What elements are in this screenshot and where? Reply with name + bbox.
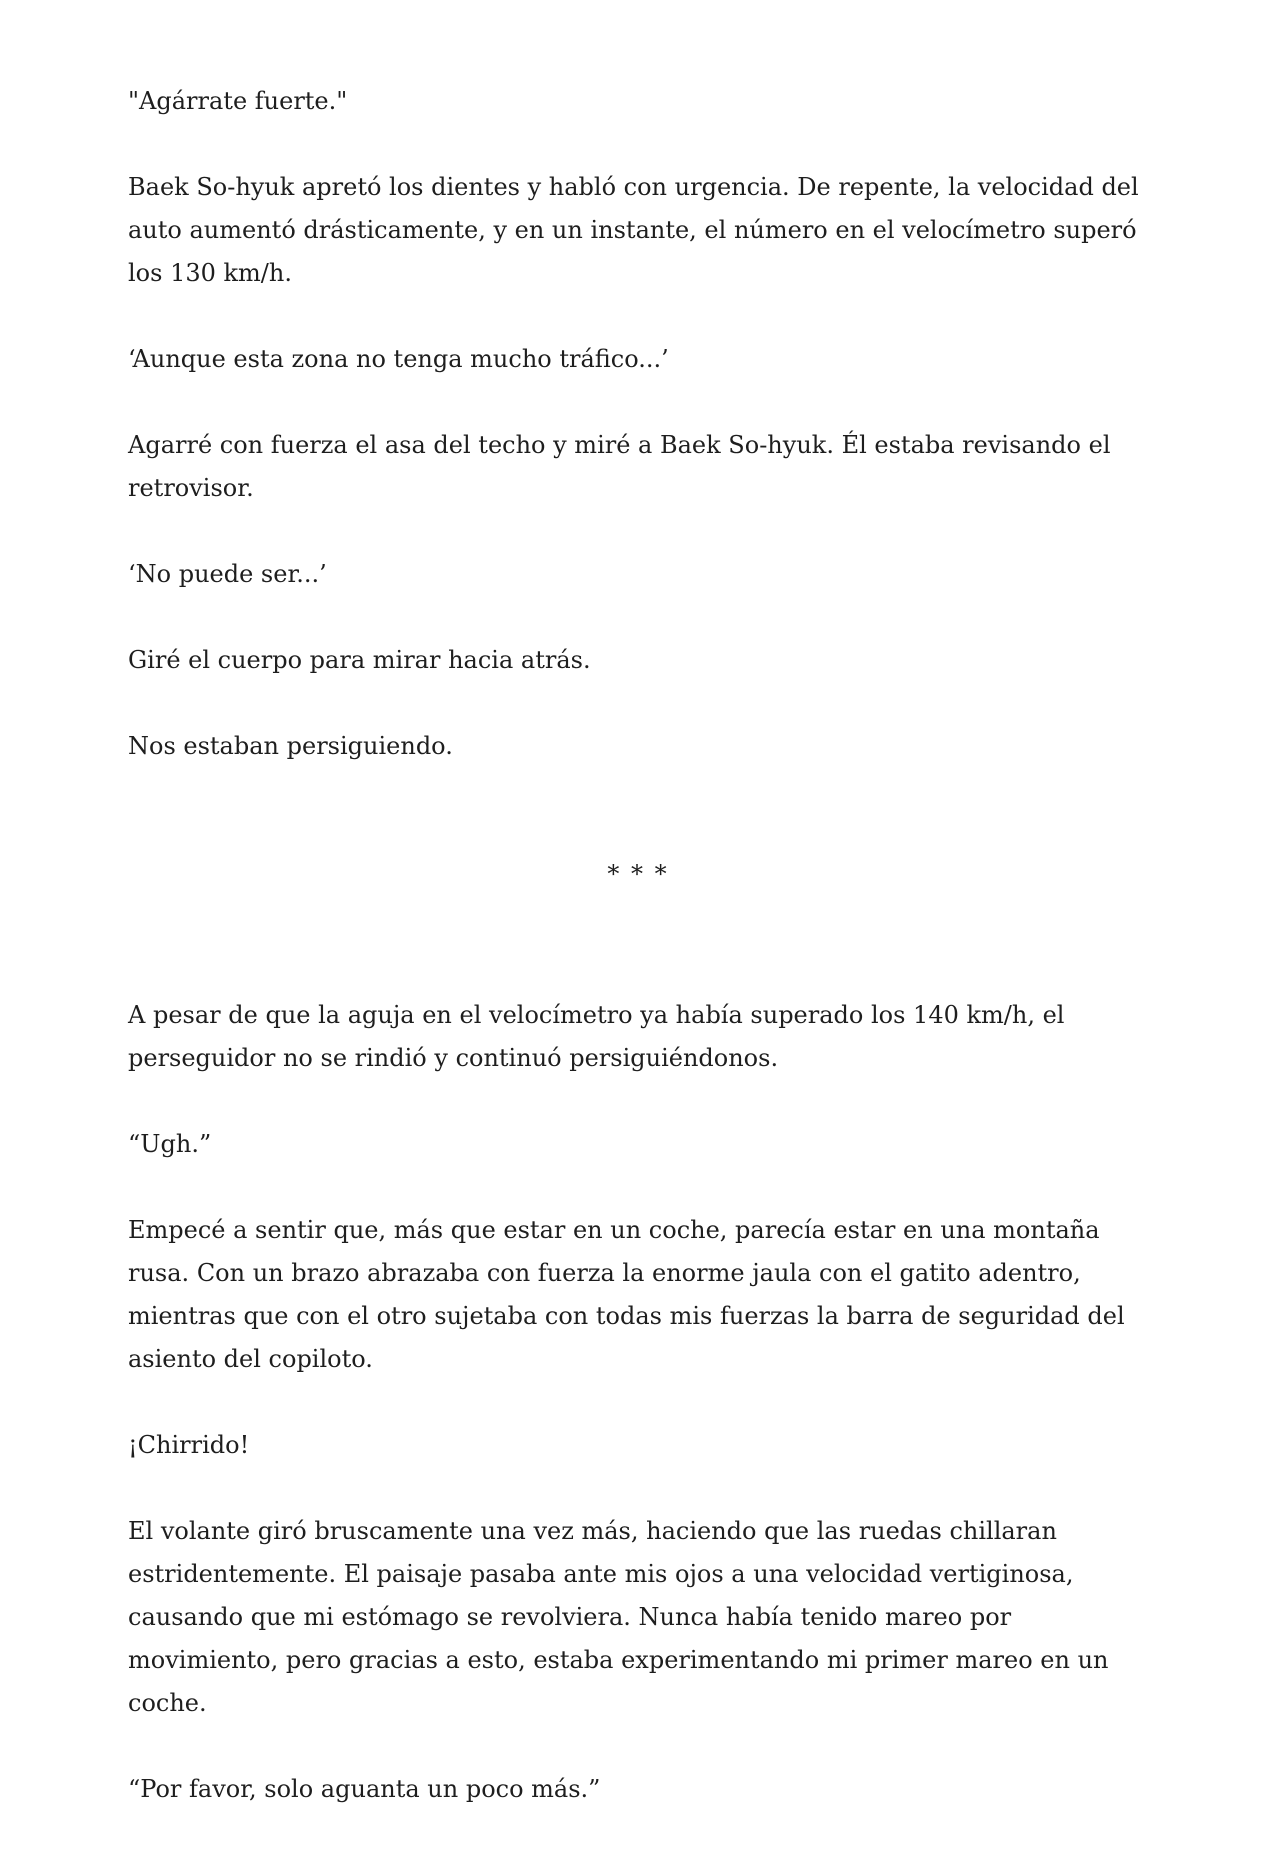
- paragraph-thought-traffic: ‘Aunque esta zona no tenga mucho tráfico...’: [128, 345, 669, 373]
- paragraph-dialogue-hang-on: “Por favor, solo aguanta un poco más.”: [128, 1775, 601, 1803]
- paragraph-being-chased: Nos estaban persiguiendo.: [128, 732, 453, 760]
- paragraph-pursuer: A pesar de que la aguja en el velocímetro ya había superado los 140 km/h, el perseguidor no se rindió y continuó persiguiéndonos.: [128, 1001, 1065, 1072]
- paragraph-screech: ¡Chirrido!: [128, 1431, 250, 1459]
- paragraph-turn-around: Giré el cuerpo para mirar hacia atrás.: [128, 646, 591, 674]
- document-page: [128, 80, 1148, 1854]
- paragraph-grab-handle: Agarré con fuerza el asa del techo y miré a Baek So-hyuk. Él estaba revisando el retrovisor.: [128, 431, 1111, 502]
- paragraph-thought-cant-be: ‘No puede ser...’: [128, 560, 327, 588]
- paragraph-dialogue-ugh: “Ugh.”: [128, 1130, 212, 1158]
- scene-separator: * * *: [607, 860, 669, 888]
- paragraph-steering-wheel: El volante giró bruscamente una vez más, haciendo que las ruedas chillaran estridentemente. El paisaje pasaba ante mis ojos a una velocidad vertiginosa, causando que mi estómago se revolviera. Nunca había tenido mareo por movimiento, pero gracias a esto, estaba experimentando mi primer mareo en un coche.: [128, 1517, 1109, 1717]
- paragraph-roller-coaster: Empecé a sentir que, más que estar en un coche, parecía estar en una montaña rusa. Con un brazo abrazaba con fuerza la enorme jaula con el gatito adentro, mientras que con el otro sujetaba con todas mis fuerzas la barra de seguridad del asiento del copiloto.: [128, 1216, 1125, 1373]
- paragraph-dialogue-hold-on: "Agárrate fuerte.": [128, 87, 348, 115]
- paragraph-speed-increase: Baek So-hyuk apretó los dientes y habló con urgencia. De repente, la velocidad del auto aumentó drásticamente, y en un instante, el número en el velocímetro superó los 130 km/h.: [128, 173, 1139, 287]
